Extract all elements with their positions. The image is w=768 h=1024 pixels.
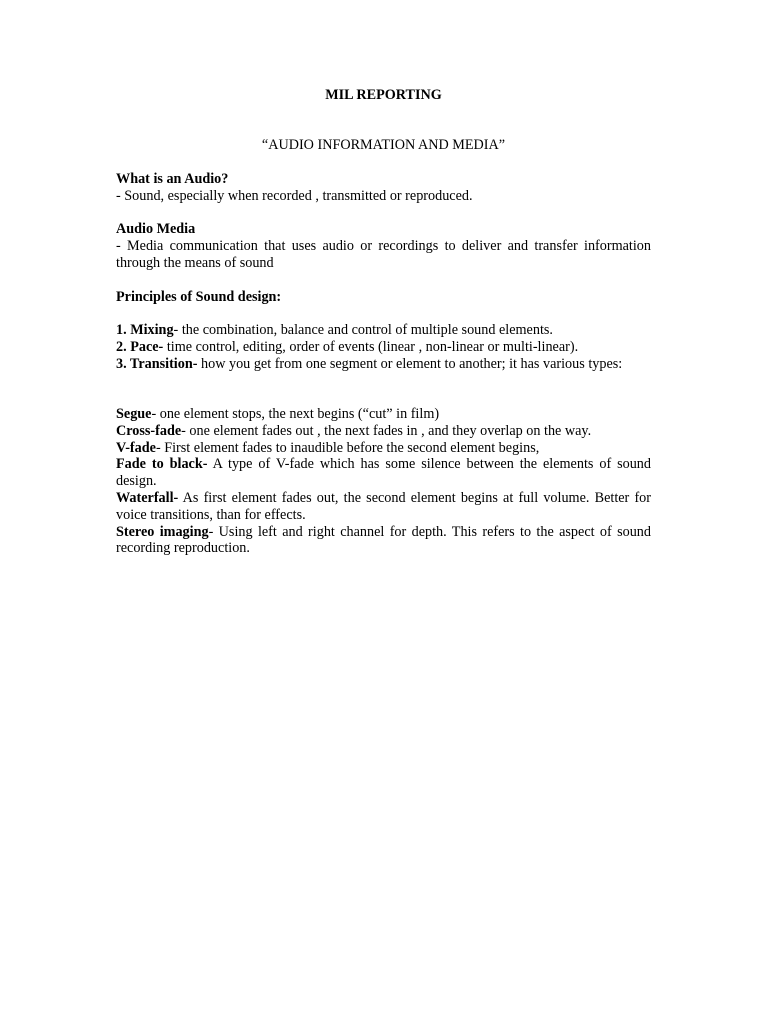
transition-types-list (116, 406, 651, 557)
list-item-term: Stereo imaging (116, 523, 209, 540)
list-item-term: 1. Mixing (116, 322, 174, 338)
list-item (116, 339, 651, 356)
list-item-term: 3. Transition- (116, 355, 198, 372)
section-principles (116, 289, 651, 306)
list-item-text: - one element stops, the next begins (“cut” in film) (151, 406, 440, 422)
list-item-term: Waterfall- (116, 489, 179, 506)
document-subtitle: “AUDIO INFORMATION AND MEDIA” (261, 137, 506, 153)
list-item-term: Segue (116, 406, 152, 422)
section-heading: What is an Audio? (116, 171, 229, 187)
list-item-text: - First element fades to inaudible before the second element begins, (155, 439, 540, 456)
list-item-text: A type of V-fade which has some silence between the elements of sound design. (116, 456, 651, 490)
list-item-term: Cross-fade (116, 422, 182, 439)
section-text: - Media communication that uses audio or recordings to deliver and transfer information through the means of sound (116, 237, 651, 271)
section-audio-media (116, 221, 651, 271)
list-item-text: - the combination, balance and control of multiple sound elements. (173, 322, 553, 338)
list-item (116, 490, 651, 524)
document-title: MIL REPORTING (325, 87, 442, 103)
list-item (116, 456, 651, 490)
list-item (116, 356, 651, 373)
list-item-text: As first element fades out, the second element begins at full volume. Better for voice transitions, than for effects. (116, 489, 651, 523)
section-text: - Sound, especially when recorded , transmitted or reproduced. (116, 187, 473, 204)
list-item-term: Fade to black- (116, 456, 208, 473)
section-what-is-audio (116, 171, 651, 205)
list-item (116, 423, 651, 440)
list-item-text: - Using left and right channel for depth. This refers to the aspect of sound recording reproduction. (116, 523, 651, 557)
list-item (116, 406, 651, 423)
section-heading: Principles of Sound design: (116, 289, 282, 305)
list-item (116, 440, 651, 457)
section-heading: Audio Media (116, 221, 196, 237)
list-item-text: - one element fades out , the next fades in , and they overlap on the way. (181, 422, 592, 439)
list-item-term: V-fade (116, 439, 156, 456)
list-item-text: how you get from one segment or element to another; it has various types: (197, 355, 623, 372)
principles-list (116, 322, 651, 372)
list-item (116, 322, 651, 339)
list-item (116, 524, 651, 558)
list-item-term: 2. Pace- (116, 338, 164, 355)
list-item-text: time control, editing, order of events (linear , non-linear or multi-linear). (163, 338, 579, 355)
